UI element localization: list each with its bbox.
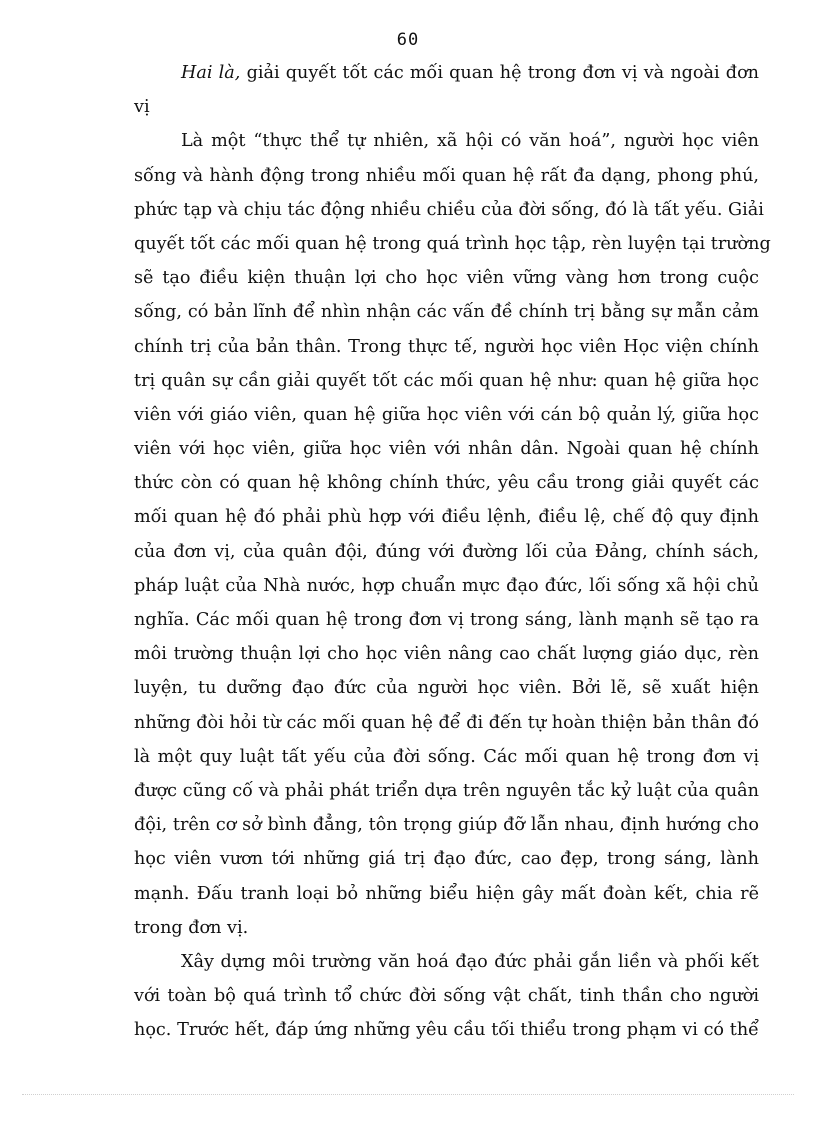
paragraph-lead: Hai là, <box>181 63 241 83</box>
text-line: sống, có bản lĩnh để nhìn nhận các vấn đề chính trị bằng sự mẫn cảm <box>134 302 759 323</box>
text-line: với toàn bộ quá trình tổ chức đời sống vật chất, tinh thần cho người <box>134 986 759 1007</box>
body-text <box>134 56 771 1047</box>
text-line: mạnh. Đấu tranh loại bỏ những biểu hiện gây mất đoàn kết, chia rẽ <box>134 883 759 904</box>
text-line: viên với giáo viên, quan hệ giữa học viên với cán bộ quản lý, giữa học <box>134 404 759 425</box>
text-line: là một quy luật tất yếu của đời sống. Các mối quan hệ trong đơn vị <box>134 746 759 767</box>
text-line: chính trị của bản thân. Trong thực tế, người học viên Học viện chính <box>134 336 759 357</box>
paragraph <box>134 124 771 945</box>
page-number: 60 <box>396 30 420 50</box>
text-line: học. Trước hết, đáp ứng những yêu cầu tối thiểu trong phạm vi có thể <box>134 1020 759 1041</box>
text-line: học viên vươn tới những giá trị đạo đức, cao đẹp, trong sáng, lành <box>134 849 759 870</box>
text-line: viên với học viên, giữa học viên với nhân dân. Ngoài quan hệ chính <box>134 439 759 460</box>
text-line <box>134 56 759 90</box>
text-line: những đòi hỏi từ các mối quan hệ để đi đến tự hoàn thiện bản thân đó <box>134 712 759 733</box>
footer-divider <box>22 1094 794 1095</box>
text-line: thức còn có quan hệ không chính thức, yêu cầu trong giải quyết các <box>134 473 759 494</box>
text-line: đội, trên cơ sở bình đẳng, tôn trọng giúp đỡ lẫn nhau, định hướng cho <box>134 815 759 836</box>
text-line: quyết tốt các mối quan hệ trong quá trình học tập, rèn luyện tại trường <box>134 233 771 254</box>
line-text: giải quyết tốt các mối quan hệ trong đơn vị và ngoài đơn <box>240 63 759 83</box>
text-line: được cũng cố và phải phát triển dựa trên nguyên tắc kỷ luật của quân <box>134 780 759 801</box>
text-line: nghĩa. Các mối quan hệ trong đơn vị trong sáng, lành mạnh sẽ tạo ra <box>134 610 759 630</box>
text-line: mối quan hệ đó phải phù hợp với điều lệnh, điều lệ, chế độ quy định <box>134 507 759 528</box>
text-line: luyện, tu dưỡng đạo đức của người học viên. Bởi lẽ, sẽ xuất hiện <box>134 678 759 699</box>
text-line: của đơn vị, của quân đội, đúng với đường lối của Đảng, chính sách, <box>134 541 759 562</box>
text-line: Xây dựng môi trường văn hoá đạo đức phải gắn liền và phối kết <box>181 951 759 972</box>
text-line: trị quân sự cần giải quyết tốt các mối quan hệ như: quan hệ giữa học <box>134 370 759 391</box>
text-line: môi trường thuận lợi cho học viên nâng cao chất lượng giáo dục, rèn <box>134 644 759 665</box>
text-line: phức tạp và chịu tác động nhiều chiều của đời sống, đó là tất yếu. Giải <box>134 199 764 220</box>
paragraph <box>134 56 759 124</box>
text-line: vị <box>134 97 150 118</box>
paragraph <box>134 945 759 1048</box>
text-line: sẽ tạo điều kiện thuận lợi cho học viên vững vàng hơn trong cuộc <box>134 268 759 289</box>
text-line: Là một “thực thể tự nhiên, xã hội có văn hoá”, người học viên <box>181 131 759 152</box>
text-line: pháp luật của Nhà nước, hợp chuẩn mực đạo đức, lối sống xã hội chủ <box>134 575 759 596</box>
text-line: sống và hành động trong nhiều mối quan hệ rất đa dạng, phong phú, <box>134 165 759 186</box>
text-line: trong đơn vị. <box>134 917 249 938</box>
